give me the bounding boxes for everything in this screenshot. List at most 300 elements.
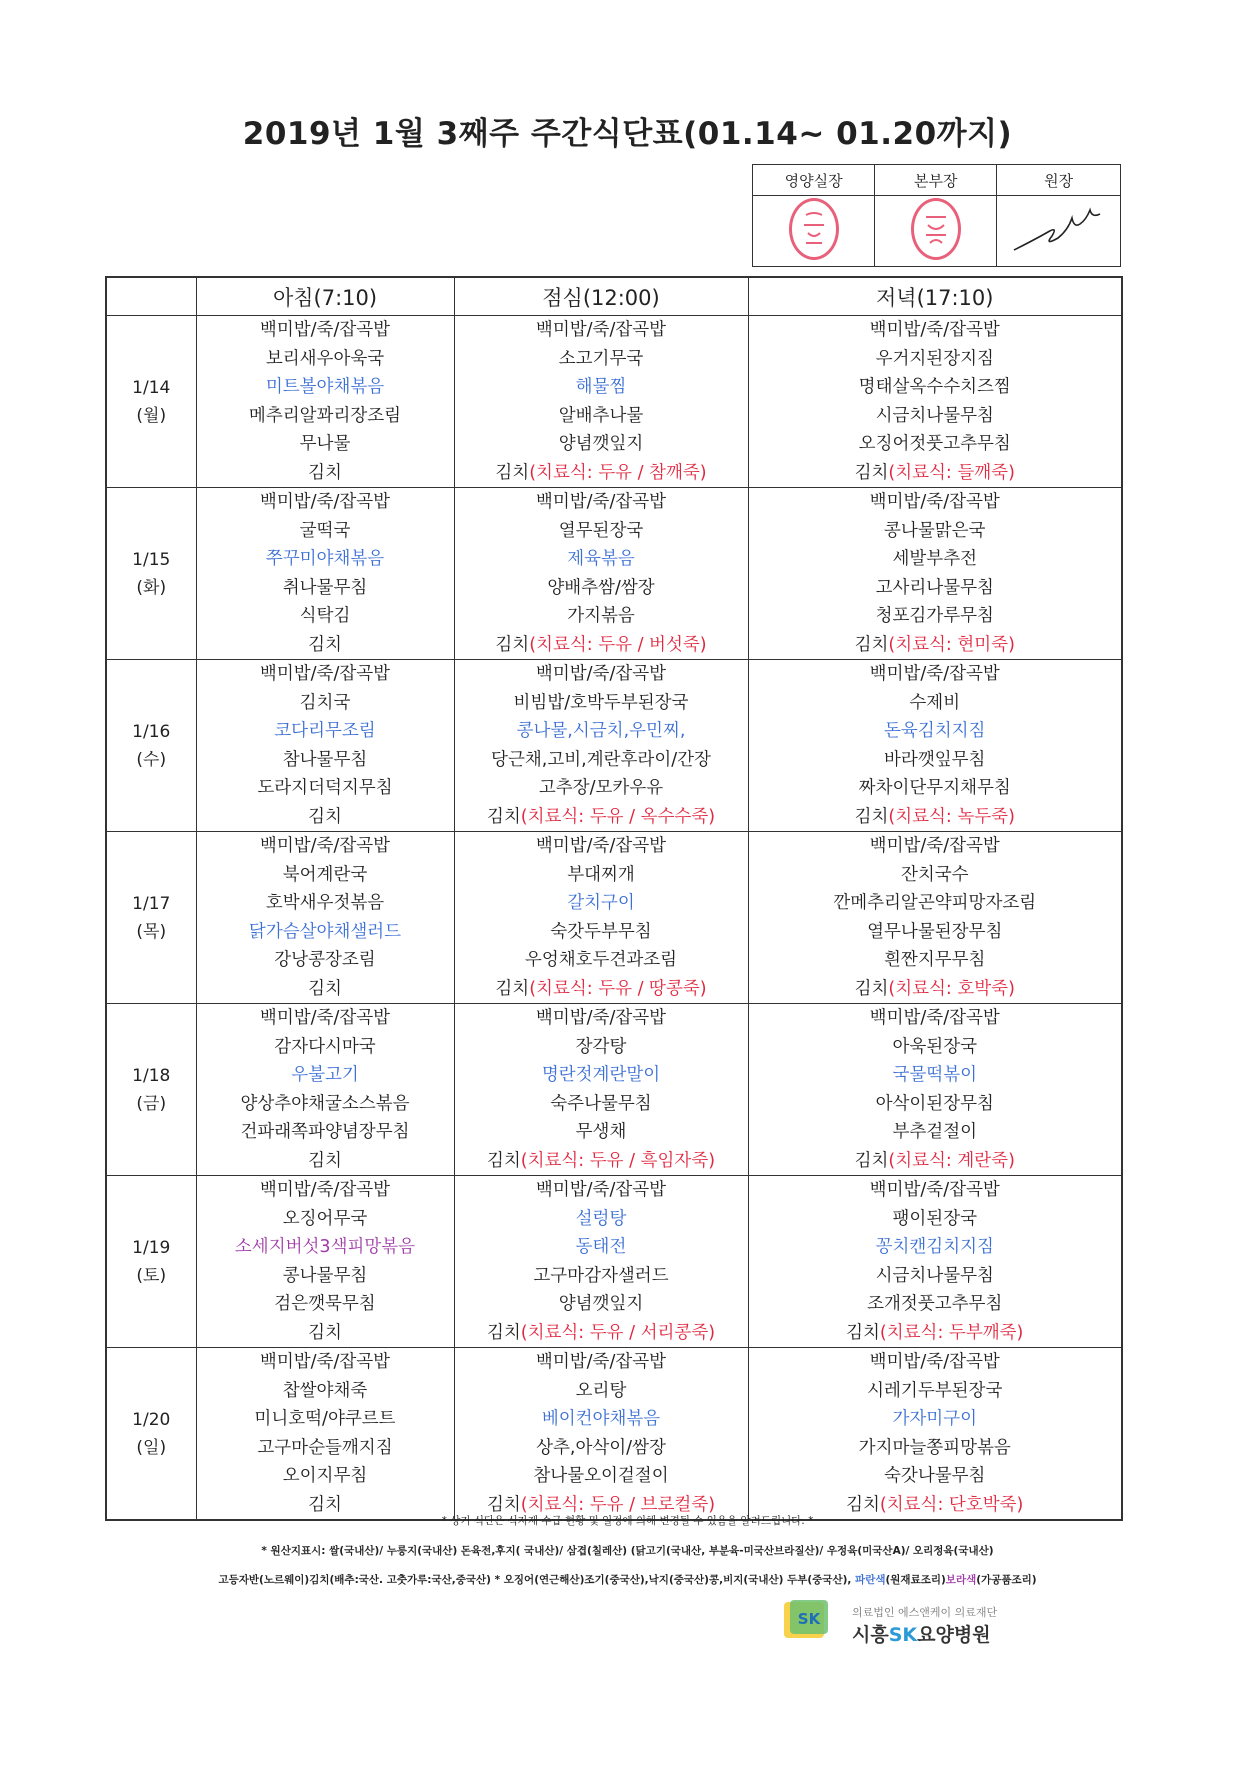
table-row	[106, 832, 1122, 1004]
menu-item-text: 취나물무침	[282, 577, 368, 598]
menu-item	[749, 774, 1122, 803]
menu-item-text: 미트볼야채볶음	[265, 377, 385, 397]
menu-item	[455, 373, 748, 402]
menu-item-text: 백미밥/죽/잡곡밥	[869, 320, 1000, 340]
menu-item-text: 김치	[854, 978, 889, 999]
table-row	[106, 1348, 1122, 1521]
menu-item	[749, 1147, 1122, 1176]
lunch-cell	[454, 1348, 748, 1521]
day-cell	[106, 1176, 196, 1348]
menu-item-text: 고추장/모카우유	[538, 778, 664, 798]
day-cell	[106, 1004, 196, 1176]
menu-item	[197, 488, 454, 517]
menu-item-text: 건파래쪽파양념장무침	[240, 1122, 410, 1142]
menu-item-text: 가지마늘쫑피망볶음	[858, 1437, 1011, 1458]
origin-info-line1: * 원산지표시: 쌀(국내산)/ 누룽지(국내산) 돈육전,후지( 국내산)/ 삼겹(칠레산) (닭고기(국내산, 부분육-미국산브라질산)/ 우정육(미국산A)/ 오리정육(국내산)	[261, 1545, 994, 1557]
menu-item	[749, 746, 1122, 775]
menu-item	[749, 631, 1122, 660]
menu-item	[749, 1348, 1122, 1377]
menu-item-text: 백미밥/죽/잡곡밥	[259, 320, 391, 340]
menu-item-text: 굴떡국	[299, 520, 351, 541]
day-date: 1/14	[132, 377, 171, 398]
menu-item-text: 백미밥/죽/잡곡밥	[535, 1180, 667, 1200]
logo-mark-text: SK	[797, 1610, 821, 1628]
menu-item	[749, 803, 1122, 832]
menu-item	[749, 1090, 1122, 1119]
therapy-diet-note: (치료식: 두유 / 버섯죽)	[529, 634, 707, 655]
menu-item-text: 백미밥/죽/잡곡밥	[869, 836, 1000, 856]
dinner-cell	[748, 832, 1122, 1004]
menu-item-text: 아욱된장국	[892, 1036, 978, 1057]
menu-item	[455, 1405, 748, 1434]
menu-item	[749, 1004, 1122, 1033]
breakfast-cell	[196, 488, 454, 660]
menu-item	[455, 316, 748, 345]
menu-item-text: 쭈꾸미야채볶음	[265, 549, 385, 569]
menu-item	[197, 459, 454, 488]
menu-item-text: 백미밥/죽/잡곡밥	[535, 836, 667, 856]
menu-item-text: 김치	[308, 1494, 342, 1515]
menu-item	[455, 803, 748, 832]
menu-item-text: 시금치나물무침	[875, 1265, 994, 1286]
menu-item-text: 청포김가루무침	[875, 606, 994, 626]
menu-item-text: 김치	[495, 978, 530, 999]
menu-item	[455, 832, 748, 861]
menu-item	[197, 746, 454, 775]
menu-item	[197, 889, 454, 918]
menu-item	[197, 1434, 454, 1463]
menu-item	[455, 1377, 748, 1406]
menu-item-text: 참나물무침	[282, 749, 368, 770]
approval-header-head: 원장	[997, 165, 1121, 196]
menu-item	[749, 975, 1122, 1004]
menu-item	[455, 1090, 748, 1119]
menu-item-text: 양배추쌈/쌈장	[547, 577, 655, 598]
menu-item-text: 콩나물무침	[282, 1265, 368, 1286]
menu-item	[197, 1004, 454, 1033]
menu-item	[197, 946, 454, 975]
menu-item-text: 백미밥/죽/잡곡밥	[869, 1008, 1000, 1028]
menu-body	[106, 316, 1122, 1521]
breakfast-cell	[196, 832, 454, 1004]
menu-item	[197, 1348, 454, 1377]
dinner-cell	[748, 488, 1122, 660]
menu-item	[749, 1118, 1122, 1147]
hospital-name-sk: SK	[888, 1624, 918, 1646]
menu-item-text: 김치	[486, 1494, 521, 1515]
menu-item-text: 장각탕	[575, 1036, 627, 1057]
menu-item-text: 짜차이단무지채무침	[858, 778, 1011, 798]
menu-item-text: 베이컨야채볶음	[541, 1409, 661, 1429]
menu-item-text: 고사리나물무침	[875, 577, 994, 598]
lunch-cell	[454, 660, 748, 832]
menu-item-text: 김치	[308, 806, 342, 827]
dinner-cell	[748, 660, 1122, 832]
menu-item	[197, 402, 454, 431]
menu-item-text: 고구마감자샐러드	[533, 1265, 669, 1286]
menu-item	[749, 1462, 1122, 1491]
menu-item	[197, 373, 454, 402]
menu-item-text: 김치	[308, 1322, 342, 1343]
menu-item	[197, 1462, 454, 1491]
menu-item-text: 미니호떡/야쿠르트	[254, 1409, 396, 1429]
menu-item	[197, 918, 454, 947]
menu-item	[749, 1061, 1122, 1090]
menu-item	[749, 430, 1122, 459]
seal-stamp-graphic	[792, 201, 836, 257]
menu-item-text: 고구마순들깨지짐	[257, 1437, 393, 1458]
menu-item	[197, 803, 454, 832]
day-cell	[106, 660, 196, 832]
menu-item-text: 숙갓나물무침	[884, 1466, 986, 1486]
menu-item	[749, 1290, 1122, 1319]
menu-item-text: 명태살옥수수치즈찜	[858, 377, 1011, 397]
menu-item-text: 김치	[495, 462, 530, 483]
menu-item-text: 양상추야채굴소스볶음	[240, 1093, 410, 1114]
menu-item-text: 팽이된장국	[892, 1208, 978, 1229]
menu-item	[197, 1061, 454, 1090]
header-lunch: 점심(12:00)	[454, 277, 748, 316]
approval-sign-director	[875, 196, 997, 267]
therapy-diet-note: (치료식: 두부깨죽)	[879, 1322, 1024, 1343]
menu-item	[749, 1233, 1122, 1262]
table-row	[106, 1004, 1122, 1176]
menu-item	[455, 1147, 748, 1176]
menu-item-text: 명란젓계란말이	[541, 1065, 661, 1085]
menu-item-text: 백미밥/죽/잡곡밥	[869, 492, 1000, 512]
table-row	[106, 660, 1122, 832]
therapy-diet-note: (치료식: 단호박죽)	[879, 1494, 1024, 1515]
menu-item-text: 김치	[854, 634, 889, 655]
menu-item-text: 김치	[486, 806, 521, 827]
menu-item	[197, 1147, 454, 1176]
breakfast-cell	[196, 1348, 454, 1521]
approval-sign-head	[997, 196, 1121, 267]
change-notice: * 상기 식단은 식자재 수급 현황 및 일정에 의해 변경될 수 있음을 알려드립니다. *	[441, 1515, 814, 1527]
menu-item	[197, 1176, 454, 1205]
menu-item-text: 수제비	[909, 692, 961, 713]
menu-item	[455, 1033, 748, 1062]
menu-item	[455, 975, 748, 1004]
day-date: 1/18	[132, 1065, 171, 1086]
day-date: 1/17	[132, 893, 171, 914]
menu-item	[197, 1118, 454, 1147]
menu-item-text: 국물떡볶이	[892, 1065, 978, 1085]
menu-item	[455, 1319, 748, 1348]
day-cell	[106, 488, 196, 660]
menu-item-text: 양념깻잎지	[558, 434, 644, 454]
lunch-cell	[454, 832, 748, 1004]
menu-item-text: 숙주나물무침	[550, 1093, 652, 1114]
menu-item	[197, 430, 454, 459]
menu-item	[197, 517, 454, 546]
menu-item-text: 검은깻묵무침	[274, 1294, 376, 1314]
menu-item-text: 호박새우젓볶음	[265, 893, 385, 913]
day-date: 1/16	[132, 721, 171, 742]
menu-item-text: 가지볶음	[567, 606, 635, 626]
menu-item	[749, 689, 1122, 718]
menu-item-text: 백미밥/죽/잡곡밥	[869, 1180, 1000, 1200]
menu-item	[197, 316, 454, 345]
menu-item	[197, 861, 454, 890]
seal-stamp	[789, 198, 839, 260]
menu-item	[749, 545, 1122, 574]
dinner-cell	[748, 1348, 1122, 1521]
lunch-cell	[454, 316, 748, 488]
menu-item	[749, 574, 1122, 603]
menu-item-text: 시금치나물무침	[875, 405, 994, 426]
menu-item-text: 김치	[308, 462, 342, 483]
menu-item	[197, 832, 454, 861]
menu-item-text: 오이지무침	[282, 1466, 368, 1486]
menu-item-text: 우엉채호두견과조림	[524, 950, 678, 970]
menu-item-text: 당근채,고비,계란후라이/간장	[491, 749, 711, 770]
seal-stamp	[911, 198, 961, 260]
menu-item	[197, 1033, 454, 1062]
menu-item-text: 돈육김치지짐	[884, 721, 986, 741]
menu-item-text: 보리새우아욱국	[265, 348, 385, 369]
menu-item-text: 해물찜	[575, 377, 627, 397]
menu-item	[197, 1090, 454, 1119]
menu-item	[197, 689, 454, 718]
menu-item	[749, 861, 1122, 890]
menu-item-text: 아삭이된장무침	[875, 1093, 994, 1114]
menu-item	[749, 345, 1122, 374]
day-date: 1/19	[132, 1237, 171, 1258]
menu-item-text: 백미밥/죽/잡곡밥	[259, 836, 391, 856]
menu-item-text: 감자다시마국	[274, 1036, 376, 1057]
menu-item-text: 콩나물,시금치,우민찌,	[516, 721, 686, 741]
menu-item-text: 백미밥/죽/잡곡밥	[869, 1352, 1000, 1372]
menu-item-text: 무나물	[299, 434, 351, 454]
therapy-diet-note: (치료식: 녹두죽)	[888, 806, 1015, 827]
menu-item-text: 김치	[846, 1322, 880, 1343]
menu-item-text: 코다리무조림	[274, 721, 376, 741]
menu-item	[455, 1061, 748, 1090]
menu-item-text: 숙갓두부무침	[550, 921, 652, 942]
menu-item-text: 북어계란국	[282, 864, 368, 885]
menu-item	[455, 1004, 748, 1033]
menu-item	[197, 660, 454, 689]
menu-item	[455, 946, 748, 975]
menu-item-text: 잔치국수	[900, 864, 969, 885]
menu-item	[749, 517, 1122, 546]
menu-item	[455, 746, 748, 775]
approval-box	[752, 164, 1121, 267]
day-cell	[106, 316, 196, 488]
therapy-diet-note: (치료식: 두유 / 참깨죽)	[529, 462, 707, 483]
weekly-menu-table	[105, 276, 1123, 1521]
therapy-diet-note: (치료식: 현미죽)	[888, 634, 1015, 655]
menu-item	[455, 1205, 748, 1234]
menu-item-text: 제육볶음	[567, 549, 635, 569]
menu-item-text: 조개젓풋고추무침	[867, 1294, 1003, 1314]
menu-item	[455, 774, 748, 803]
menu-item-text: 세발부추전	[892, 549, 978, 569]
menu-item-text: 꽁치캔김치지짐	[875, 1237, 994, 1257]
menu-item	[749, 1377, 1122, 1406]
menu-item-text: 백미밥/죽/잡곡밥	[535, 1352, 667, 1372]
menu-item	[455, 488, 748, 517]
menu-item	[749, 1033, 1122, 1062]
menu-item-text: 깐메추리알곤약피망자조림	[833, 893, 1037, 913]
menu-item	[455, 1176, 748, 1205]
menu-item-text: 닭가슴살야채샐러드	[248, 921, 402, 942]
menu-item	[749, 889, 1122, 918]
menu-item-text: 김치	[308, 634, 342, 655]
therapy-diet-note: (치료식: 들깨죽)	[888, 462, 1015, 483]
handwritten-signature	[1004, 198, 1114, 260]
menu-item-text: 소세지버섯3색피망볶음	[234, 1237, 416, 1257]
seal-stamp-graphic	[914, 201, 958, 257]
therapy-diet-note: (치료식: 두유 / 브로컬죽)	[520, 1494, 716, 1515]
therapy-diet-note: (치료식: 두유 / 흑임자죽)	[520, 1150, 716, 1171]
menu-item-text: 바라깻잎무침	[884, 749, 986, 770]
menu-item	[197, 717, 454, 746]
menu-item-text: 식탁김	[299, 606, 351, 626]
origin-text: 고등자반(노르웨이)김치(배추:국산. 고춧가루:국산,중국산) * 오징어(연근해산)조기(중국산),낙지(중국산)콩,비지(국내산) 두부(중국산),	[218, 1574, 856, 1586]
therapy-diet-note: (치료식: 호박죽)	[888, 978, 1015, 999]
day-weekday: (화)	[136, 577, 167, 598]
menu-item-text: 백미밥/죽/잡곡밥	[535, 664, 667, 684]
menu-item-text: 김치	[854, 462, 889, 483]
menu-item	[749, 717, 1122, 746]
menu-item-text: 오징어무국	[282, 1208, 368, 1229]
menu-item-text: 부대찌개	[567, 864, 635, 885]
menu-item	[455, 1348, 748, 1377]
menu-item-text: 김치	[846, 1494, 880, 1515]
menu-item	[455, 1462, 748, 1491]
origin-info-line2	[0, 1572, 1255, 1587]
table-row	[106, 488, 1122, 660]
table-row	[106, 316, 1122, 488]
menu-item	[749, 660, 1122, 689]
menu-item-text: 갈치구이	[567, 893, 635, 913]
menu-item-text: 도라지더덕지무침	[257, 778, 393, 798]
menu-item-text: 백미밥/죽/잡곡밥	[259, 1008, 391, 1028]
day-weekday: (금)	[136, 1093, 167, 1114]
menu-item	[197, 602, 454, 631]
menu-item-text: 부추겉절이	[892, 1122, 978, 1142]
menu-item-text: 비빔밥/호박두부된장국	[513, 692, 689, 713]
menu-item-text: 백미밥/죽/잡곡밥	[535, 1008, 667, 1028]
day-date: 1/15	[132, 549, 171, 570]
menu-item-text: 참나물오이겉절이	[533, 1466, 669, 1486]
approval-sign-nutrition	[753, 196, 875, 267]
menu-item	[197, 631, 454, 660]
menu-item	[455, 918, 748, 947]
menu-item	[749, 373, 1122, 402]
menu-item	[455, 889, 748, 918]
day-date: 1/20	[132, 1409, 171, 1430]
menu-item-text: 김치	[308, 978, 342, 999]
menu-item	[749, 1176, 1122, 1205]
menu-item	[197, 1319, 454, 1348]
menu-item-text: 오리탕	[575, 1380, 627, 1401]
menu-item	[749, 402, 1122, 431]
menu-item-text: 김치	[854, 806, 889, 827]
breakfast-cell	[196, 316, 454, 488]
menu-item-text: 시레기두부된장국	[867, 1380, 1003, 1401]
menu-item	[455, 459, 748, 488]
table-row	[106, 1176, 1122, 1348]
breakfast-cell	[196, 1176, 454, 1348]
menu-item-text: 강낭콩장조림	[274, 950, 376, 970]
menu-item	[197, 1377, 454, 1406]
hospital-name	[852, 1620, 991, 1647]
menu-item-text: 흰짠지무무침	[884, 950, 986, 970]
menu-item	[455, 1233, 748, 1262]
menu-item	[749, 832, 1122, 861]
dinner-cell	[748, 1004, 1122, 1176]
menu-item-text: 백미밥/죽/잡곡밥	[259, 1352, 391, 1372]
menu-item	[749, 316, 1122, 345]
lunch-cell	[454, 1176, 748, 1348]
header-day	[106, 277, 196, 316]
menu-item	[749, 918, 1122, 947]
logo-subtitle: 의료법인 에스앤케이 의료재단	[852, 1606, 998, 1619]
menu-item-text: 김치국	[299, 692, 351, 713]
menu-item	[197, 1262, 454, 1291]
breakfast-cell	[196, 1004, 454, 1176]
breakfast-cell	[196, 660, 454, 832]
menu-item-text: 백미밥/죽/잡곡밥	[535, 320, 667, 340]
therapy-diet-note: (치료식: 계란죽)	[888, 1150, 1015, 1171]
therapy-diet-note: (치료식: 두유 / 옥수수죽)	[520, 806, 716, 827]
menu-item	[749, 1434, 1122, 1463]
menu-item	[197, 774, 454, 803]
menu-item-text: 상추,아삭이/쌈장	[536, 1437, 666, 1458]
hospital-name-b: 요양병원	[917, 1624, 991, 1646]
menu-item-text: 백미밥/죽/잡곡밥	[259, 492, 391, 512]
menu-item-text: 백미밥/죽/잡곡밥	[259, 1180, 391, 1200]
menu-item-text: 찹쌀야채죽	[282, 1380, 368, 1401]
lunch-cell	[454, 1004, 748, 1176]
menu-item	[455, 1118, 748, 1147]
menu-item-text: 가자미구이	[892, 1409, 978, 1429]
legend-purple-desc: (가공품조리)	[976, 1574, 1037, 1586]
menu-item	[455, 602, 748, 631]
menu-item	[455, 1290, 748, 1319]
menu-item	[455, 1434, 748, 1463]
menu-item-text: 김치	[486, 1150, 521, 1171]
menu-item-text: 김치	[486, 1322, 521, 1343]
menu-item	[455, 1262, 748, 1291]
menu-item	[455, 402, 748, 431]
menu-item-text: 동태전	[575, 1237, 627, 1257]
menu-item-text: 콩나물맑은국	[884, 520, 986, 541]
menu-item	[455, 574, 748, 603]
menu-item-text: 우거지된장지짐	[875, 348, 994, 369]
menu-item	[749, 1319, 1122, 1348]
menu-item-text: 메추리알꽈리장조림	[248, 405, 402, 426]
approval-header-nutrition: 영양실장	[753, 165, 875, 196]
menu-item-text: 김치	[854, 1150, 889, 1171]
menu-item	[197, 1205, 454, 1234]
menu-item-text: 우불고기	[291, 1065, 359, 1085]
header-breakfast: 아침(7:10)	[196, 277, 454, 316]
menu-item	[455, 345, 748, 374]
dinner-cell	[748, 1176, 1122, 1348]
lunch-cell	[454, 488, 748, 660]
menu-item	[197, 975, 454, 1004]
menu-item	[455, 430, 748, 459]
therapy-diet-note: (치료식: 두유 / 땅콩죽)	[529, 978, 707, 999]
menu-item	[749, 602, 1122, 631]
menu-item	[455, 660, 748, 689]
menu-item-text: 열무나물된장무침	[867, 921, 1003, 942]
menu-item-text: 김치	[308, 1150, 342, 1171]
